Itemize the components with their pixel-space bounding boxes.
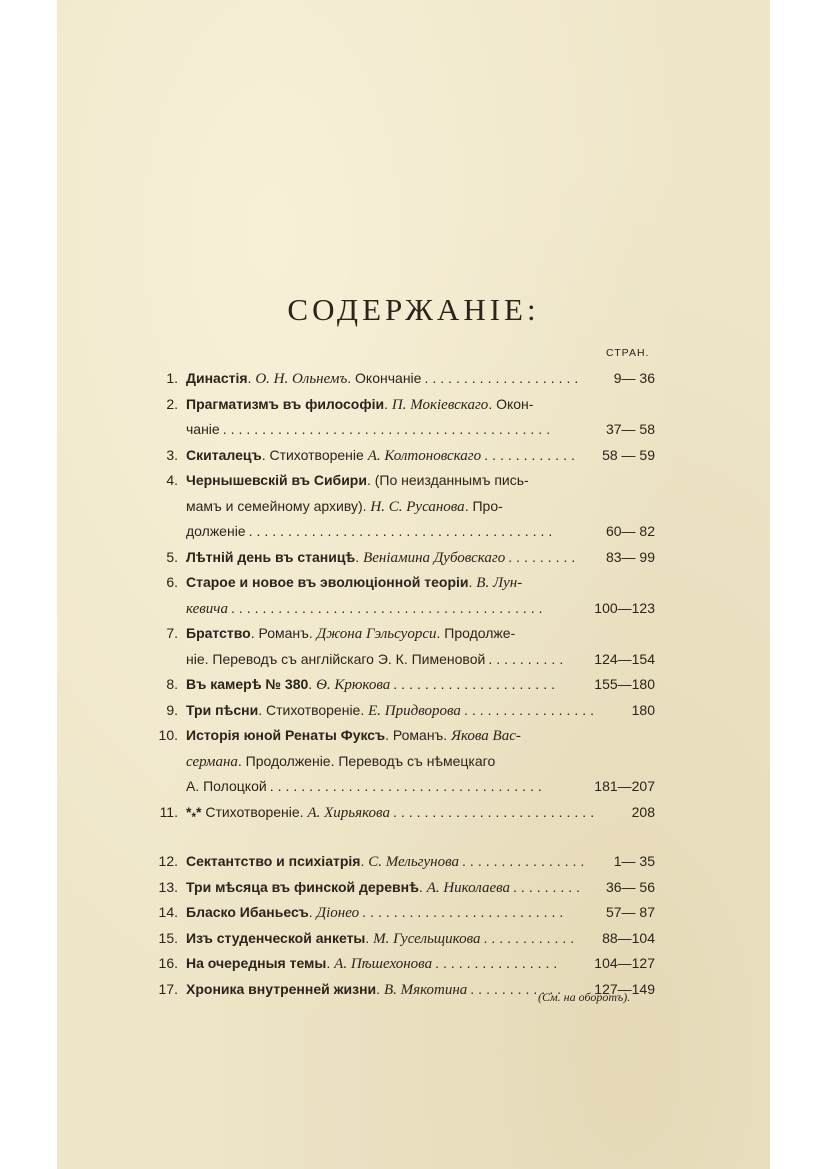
entry-text: Лѣтній день въ станицѣ. Веніамина Дубовскаго (186, 548, 506, 566)
entry-text: Исторія юной Ренаты Фуксъ. Романъ. Якова Вас- (186, 727, 521, 744)
entry-text: Братство. Романъ. Джона Гэльсуорси. Продолже- (186, 625, 516, 642)
entry-text: сермана. Продолженіе. Переводъ съ нѣмецкаго (186, 752, 496, 770)
entry-number: 1. (166, 370, 178, 386)
toc-line (150, 698, 655, 724)
page-range: 1— 35 (613, 853, 655, 869)
dot-leader: ................ (435, 955, 562, 971)
toc-line (150, 875, 655, 901)
entry-number: 14. (158, 904, 178, 920)
toc-line (150, 366, 655, 392)
dot-leader: ......... (508, 548, 580, 565)
toc-line (150, 494, 655, 520)
entry-text: Въ камерѣ № 380. Ѳ. Крюкова (186, 676, 391, 693)
entry-text: Скиталецъ. Стихотвореніе А. Колтоновскаго (186, 446, 482, 464)
toc-line (150, 672, 655, 698)
entry-number: 12. (158, 853, 178, 869)
page-range: 155—180 (594, 676, 655, 692)
page-range: 104—127 (594, 955, 655, 971)
entry-text: Изъ студенческой анкеты. М. Гусельщикова (186, 929, 481, 947)
toc-entry (150, 698, 655, 724)
page-range: 208 (631, 803, 655, 820)
entry-text: Хроника внутренней жизни. В. Мякотина (186, 980, 468, 998)
dot-leader: ......... (513, 878, 585, 895)
toc-line (150, 468, 655, 494)
page-range: 100—123 (594, 599, 655, 616)
pages-column-header: СТРАН. (606, 347, 650, 359)
page-range: 180 (631, 701, 655, 718)
entry-text: Прагматизмъ въ философіи. П. Мокіевскаго. Окон- (186, 395, 534, 413)
page-range: 124—154 (594, 650, 655, 667)
page-range: 127—149 (594, 980, 655, 997)
toc-entry (150, 900, 655, 926)
toc-entry (150, 723, 655, 800)
entry-text: Три пѣсни. Стихотвореніе. Е. Придворова (186, 701, 461, 719)
entry-text: А. Полоцкой (186, 778, 267, 794)
entry-number: 16. (158, 955, 178, 971)
toc-line (150, 723, 655, 749)
entry-number: 8. (166, 676, 178, 692)
toc-line (150, 596, 655, 622)
dot-leader: ........................................ (230, 599, 547, 616)
toc-line (150, 570, 655, 596)
toc-line (150, 647, 655, 673)
page-range: 88—104 (602, 929, 655, 946)
page-range: 57— 87 (605, 904, 655, 920)
toc-entry (150, 392, 655, 443)
entry-text: кевича (186, 600, 228, 617)
toc-line (150, 545, 655, 571)
entry-text: Сектантство и психіатрія. С. Мельгунова (186, 853, 460, 870)
toc-entry (150, 875, 655, 901)
dot-leader: ............ (483, 929, 579, 946)
dot-leader: ............ (470, 980, 565, 997)
toc-entry (150, 621, 655, 672)
toc-entry (150, 926, 655, 952)
dot-leader: .......... (488, 650, 568, 667)
dot-leader: ................. (463, 701, 599, 718)
entry-text: мамъ и семейному архиву). Н. С. Русанова. Про- (186, 497, 503, 515)
dot-leader: ....................................... (248, 523, 557, 539)
entry-number: 13. (158, 878, 178, 895)
toc-line (150, 443, 655, 469)
entry-number: 11. (159, 803, 178, 820)
entry-number: 15. (158, 929, 178, 946)
toc-line (150, 951, 655, 977)
dot-leader: ..................... (393, 676, 559, 692)
entry-text: Чернышевскій въ Сибири. (По неизданнымъ пись- (186, 472, 529, 488)
toc-line (150, 392, 655, 418)
entry-text: На очередныя темы. А. Пѣшехонова (186, 955, 433, 972)
entry-text: Старое и новое въ эволюціонной теоріи. В. Лун- (186, 574, 523, 591)
entry-number: 7. (166, 625, 178, 641)
toc-entry (150, 672, 655, 698)
dot-leader: .......................... (392, 803, 599, 820)
dot-leader: ................................... (269, 778, 546, 794)
page-range: 37— 58 (605, 421, 655, 437)
toc-line (150, 417, 655, 443)
page-range: 9— 36 (613, 370, 655, 386)
entry-number: 6. (166, 574, 178, 590)
dot-leader: .......................... (362, 904, 568, 920)
entry-text: долженіе (186, 523, 246, 539)
toc-line (150, 849, 655, 875)
entry-text: $*_**$ Стихотвореніе. А. Хирьякова (186, 803, 390, 824)
entry-number: 9. (166, 701, 178, 718)
toc-line (150, 900, 655, 926)
toc-entry (150, 468, 655, 545)
entry-number: 2. (166, 395, 178, 412)
page-range: 83— 99 (605, 548, 655, 565)
page-range: 181—207 (594, 778, 655, 794)
toc-entry (150, 443, 655, 469)
entry-text: чаніе (186, 421, 220, 437)
entry-number: 10. (158, 727, 178, 743)
toc-entry (150, 849, 655, 875)
toc-line (150, 749, 655, 775)
entry-number: 17. (158, 980, 178, 997)
entry-text: Три мѣсяца въ финской деревнѣ. А. Николаева (186, 878, 511, 896)
entry-text: ніе. Переводъ съ англійскаго Э. К. Пименовой (186, 650, 486, 667)
page-range: 36— 56 (605, 878, 655, 895)
toc-entry (150, 570, 655, 621)
toc-entry (150, 545, 655, 571)
dot-leader: .......................................... (222, 421, 555, 437)
see-overleaf-note: (См. на оборотъ). (538, 990, 631, 1004)
dot-leader: .................... (424, 370, 583, 386)
entry-number: 4. (166, 472, 178, 488)
toc-entry (150, 800, 655, 826)
table-of-contents (150, 366, 655, 1002)
toc-entry (150, 951, 655, 977)
entry-text: Династія. О. Н. Ольнемъ. Окончаніе (186, 370, 422, 387)
page-range: 60— 82 (605, 523, 655, 539)
toc-entry (150, 366, 655, 392)
toc-line (150, 621, 655, 647)
toc-line (150, 774, 655, 800)
toc-line (150, 519, 655, 545)
contents-title: СОДЕРЖАНІЕ: (287, 292, 540, 327)
toc-line (150, 926, 655, 952)
entry-number: 5. (166, 548, 178, 565)
dot-leader: ................ (462, 853, 589, 869)
dot-leader: ............ (484, 446, 579, 463)
page-range: 58 — 59 (602, 446, 655, 463)
entry-number: 3. (166, 446, 178, 463)
toc-line (150, 800, 655, 826)
entry-text: Бласко Ибаньесъ. Діонео (186, 904, 360, 921)
